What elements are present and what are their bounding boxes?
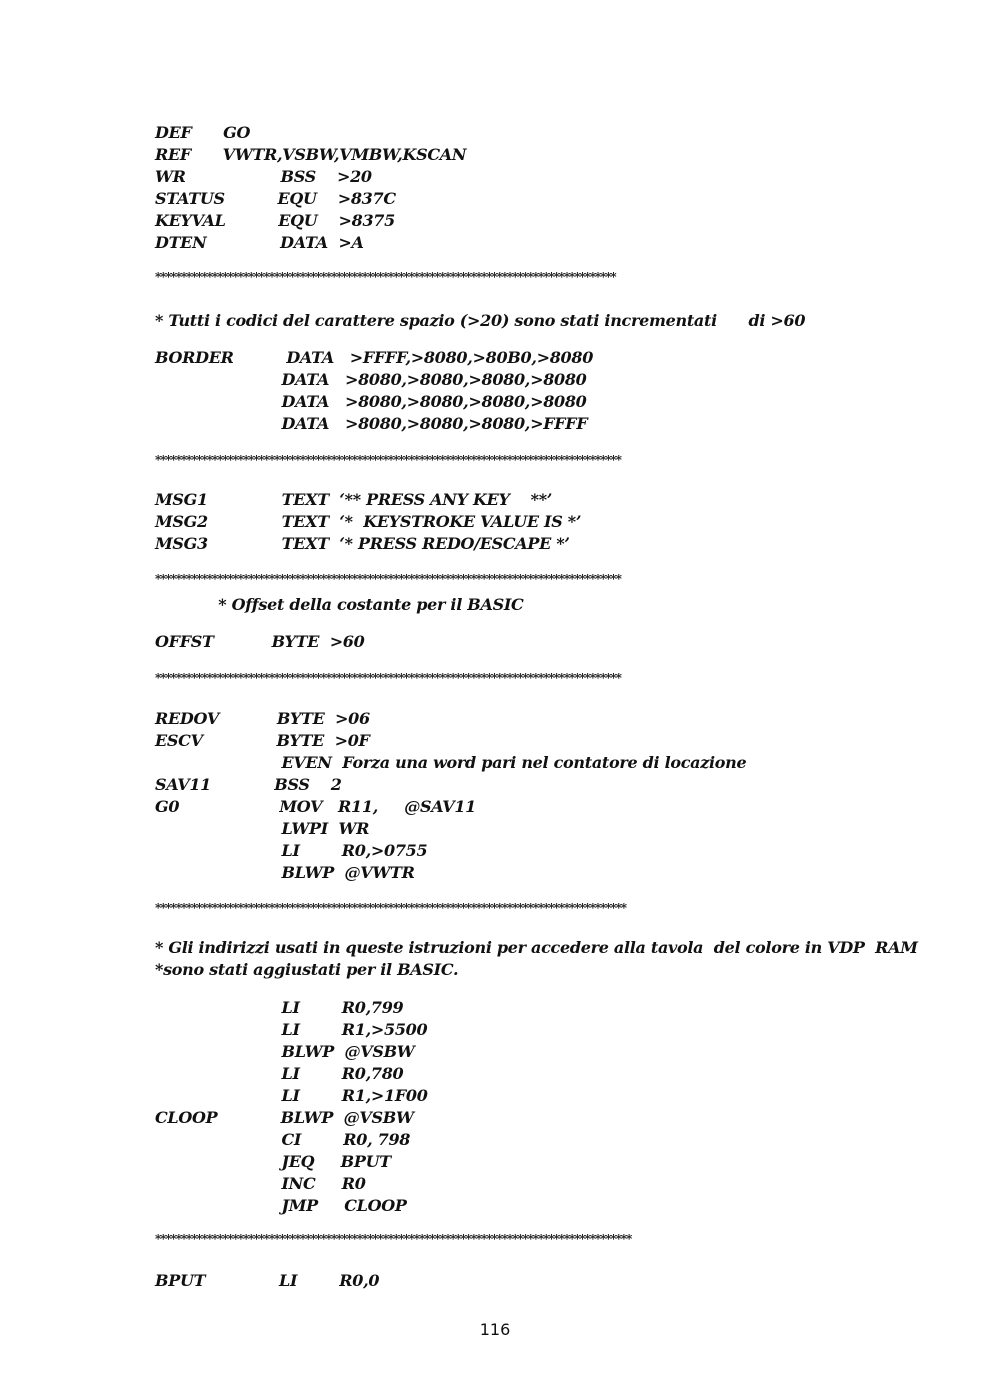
comment-line: *sono stati aggiustati per il BASIC.	[155, 960, 459, 979]
code-line-status: STATUS EQU >837C	[155, 189, 396, 208]
code-line-dten: DTEN DATA >A	[155, 233, 364, 252]
code-line-cloop: CLOOP BLWP @VSBW	[155, 1108, 414, 1127]
code-line: LI R0,780	[155, 1064, 404, 1083]
code-line: INC R0	[155, 1174, 366, 1193]
comment-line: * Tutti i codici del carattere spazio (>20) sono stati incrementati di >60	[155, 311, 806, 330]
code-line: LI R1,>5500	[155, 1020, 428, 1039]
code-line: LI R1,>1F00	[155, 1086, 428, 1105]
code-line: JEQ BPUT	[155, 1152, 391, 1171]
code-line-border-data: DATA >8080,>8080,>8080,>8080	[155, 392, 587, 411]
code-line-ref: REF VWTR,VSBW,VMBW,KSCAN	[155, 145, 467, 164]
separator-line: ********************************************************************************************	[155, 1232, 632, 1246]
code-line-msg3: MSG3 TEXT ‘* PRESS REDO/ESCAPE *’	[155, 534, 570, 553]
separator-line: *****************************************************************************************	[155, 270, 616, 284]
comment-line: * Gli indirizzi usati in queste istruzioni per accedere alla tavola del colore in VDP RAM	[155, 938, 918, 957]
page-number: 116	[479, 1320, 511, 1339]
code-line-def: DEF GO	[155, 123, 251, 142]
code-line-sav11: SAV11 BSS 2	[155, 775, 342, 794]
code-line-offst: OFFST BYTE >60	[155, 632, 365, 651]
code-line-border: BORDER DATA >FFFF,>8080,>80B0,>8080	[155, 348, 594, 367]
separator-line: ******************************************************************************************	[155, 572, 621, 586]
code-line: CI R0, 798	[155, 1130, 411, 1149]
code-line-border-data: DATA >8080,>8080,>8080,>FFFF	[155, 414, 588, 433]
code-line-keyval: KEYVAL EQU >8375	[155, 211, 395, 230]
code-line: JMP CLOOP	[155, 1196, 407, 1215]
separator-line: ******************************************************************************************	[155, 671, 621, 685]
code-line-wr: WR BSS >20	[155, 167, 372, 186]
separator-line: *******************************************************************************************	[155, 901, 626, 915]
code-line-border-data: DATA >8080,>8080,>8080,>8080	[155, 370, 587, 389]
code-line-g0: G0 MOV R11, @SAV11	[155, 797, 476, 816]
code-line-even: EVEN Forza una word pari nel contatore di locazione	[155, 753, 747, 772]
code-line-blwp: BLWP @VWTR	[155, 863, 415, 882]
code-line-msg2: MSG2 TEXT ‘* KEYSTROKE VALUE IS *’	[155, 512, 582, 531]
code-line-li: LI R0,>0755	[155, 841, 428, 860]
code-line-msg1: MSG1 TEXT ‘** PRESS ANY KEY **’	[155, 490, 553, 509]
code-line-bput: BPUT LI R0,0	[155, 1271, 380, 1290]
code-line: BLWP @VSBW	[155, 1042, 415, 1061]
code-line: LI R0,799	[155, 998, 404, 1017]
separator-line: ******************************************************************************************	[155, 453, 621, 467]
code-line-lwpi: LWPI WR	[155, 819, 370, 838]
code-line-escv: ESCV BYTE >0F	[155, 731, 370, 750]
comment-line: * Offset della costante per il BASIC	[155, 595, 524, 614]
code-line-redov: REDOV BYTE >06	[155, 709, 370, 728]
